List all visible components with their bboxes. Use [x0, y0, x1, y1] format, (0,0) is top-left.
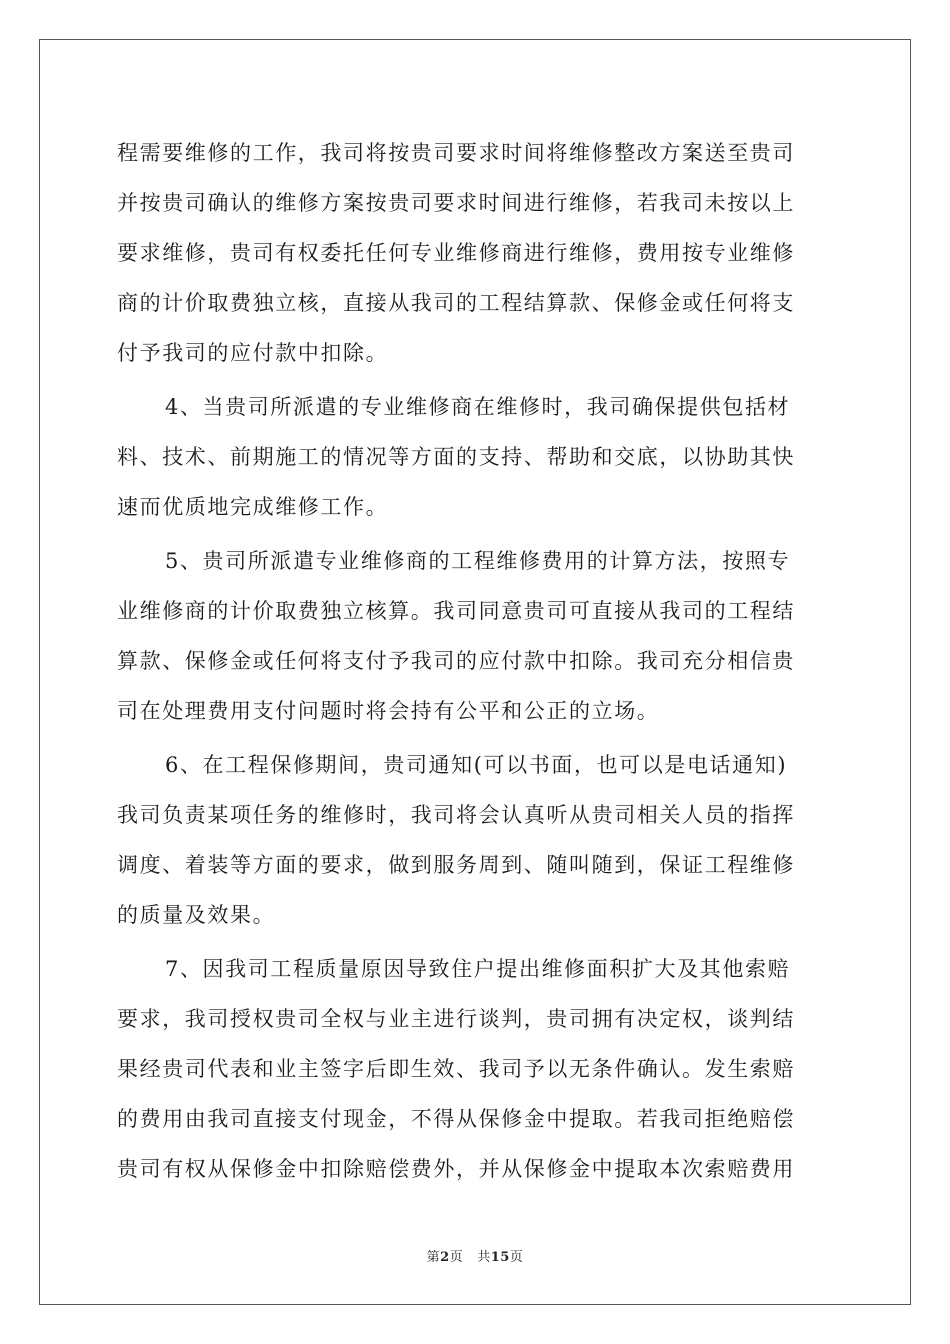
- text-line: 并按贵司确认的维修方案按贵司要求时间进行维修，若我司未按以上: [117, 191, 795, 215]
- text-line: 我司负责某项任务的维修时，我司将会认真听从贵司相关人员的指挥: [117, 803, 795, 827]
- footer-total-suffix: 页: [509, 1250, 524, 1265]
- text-line: 的费用由我司直接支付现金，不得从保修金中提取。若我司拒绝赔偿: [117, 1107, 795, 1131]
- text-line: 5、贵司所派遣专业维修商的工程维修费用的计算方法，按照专: [165, 549, 791, 573]
- paragraph-item-4: [117, 382, 833, 532]
- text-line: 调度、着装等方面的要求，做到服务周到、随叫随到，保证工程维修: [117, 853, 795, 877]
- paragraph-continued: [117, 128, 833, 378]
- text-line: 贵司有权从保修金中扣除赔偿费外，并从保修金中提取本次索赔费用: [117, 1157, 795, 1181]
- paragraph-item-6: [117, 740, 833, 940]
- text-line: 速而优质地完成维修工作。: [117, 495, 389, 519]
- footer-page-suffix: 页: [449, 1250, 464, 1265]
- text-line: 司在处理费用支付问题时将会持有公平和公正的立场。: [117, 699, 660, 723]
- text-line: 果经贵司代表和业主签字后即生效、我司予以无条件确认。发生索赔: [117, 1057, 795, 1081]
- document-body: [117, 128, 833, 1194]
- text-line: 料、技术、前期施工的情况等方面的支持、帮助和交底，以协助其快: [117, 445, 795, 469]
- paragraph-item-7: [117, 944, 833, 1194]
- footer-page-prefix: 第: [426, 1250, 441, 1265]
- text-line: 程需要维修的工作，我司将按贵司要求时间将维修整改方案送至贵司: [117, 141, 795, 165]
- footer-total-pages: 15: [490, 1250, 510, 1265]
- page-footer: [0, 1246, 950, 1265]
- text-line: 7、因我司工程质量原因导致住户提出维修面积扩大及其他索赔: [165, 957, 791, 981]
- text-line: 业维修商的计价取费独立核算。我司同意贵司可直接从我司的工程结: [117, 599, 795, 623]
- text-line: 商的计价取费独立核，直接从我司的工程结算款、保修金或任何将支: [117, 291, 795, 315]
- footer-total-prefix: 共: [477, 1250, 491, 1265]
- paragraph-item-5: [117, 536, 833, 736]
- text-line: 要求，我司授权贵司全权与业主进行谈判，贵司拥有决定权，谈判结: [117, 1007, 795, 1031]
- text-line: 4、当贵司所派遣的专业维修商在维修时，我司确保提供包括材: [165, 395, 791, 419]
- text-line: 算款、保修金或任何将支付予我司的应付款中扣除。我司充分相信贵: [117, 649, 795, 673]
- text-line: 6、在工程保修期间，贵司通知(可以书面，也可以是电话通知): [165, 753, 788, 777]
- text-line: 的质量及效果。: [117, 903, 276, 927]
- footer-page-number: 2: [440, 1250, 450, 1265]
- text-line: 要求维修，贵司有权委托任何专业维修商进行维修，费用按专业维修: [117, 241, 795, 265]
- text-line: 付予我司的应付款中扣除。: [117, 341, 389, 365]
